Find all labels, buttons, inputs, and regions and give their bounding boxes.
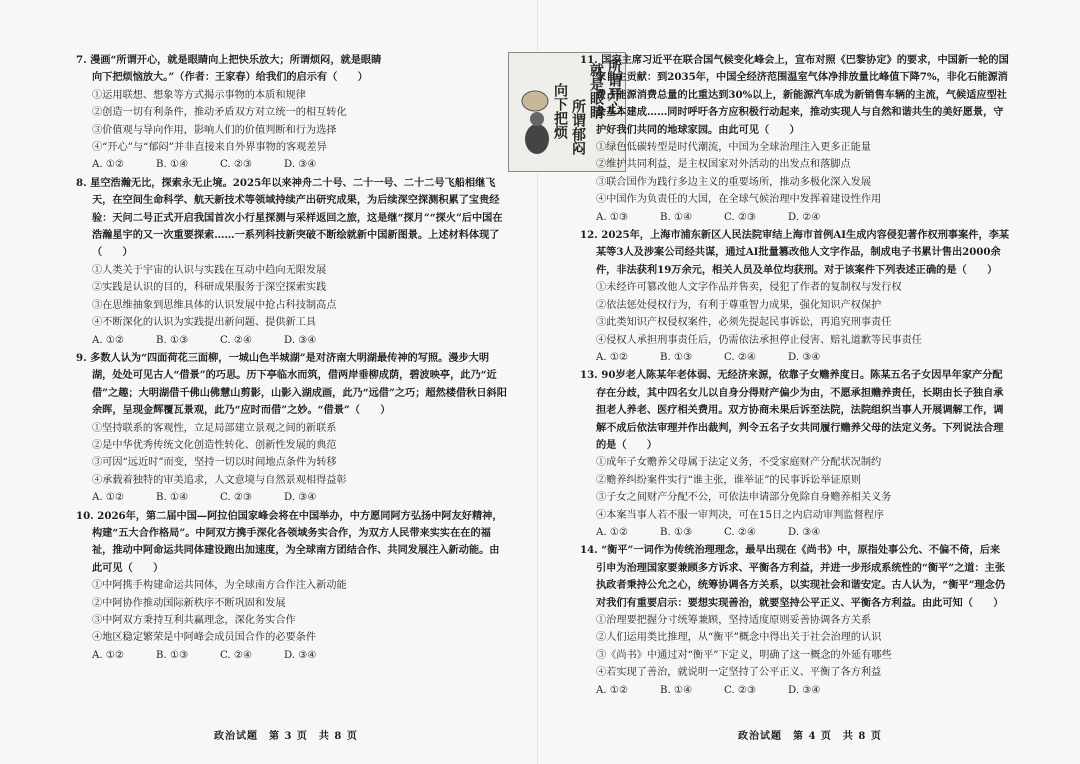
choice-d[interactable]: D. ③④ <box>284 492 317 504</box>
cartoon-caption: 所谓开心 <box>606 59 622 115</box>
option: ①成年子女赡养父母属于法定义务，不受家庭财产分配状况制约 <box>596 457 882 469</box>
answer-choices <box>580 349 1010 366</box>
choice-d[interactable]: D. ③④ <box>788 526 821 538</box>
answer-choices <box>76 156 390 173</box>
option: ④“开心”与“郁闷”并非直接来自外界事物的客观差异 <box>92 142 327 154</box>
question-11 <box>580 52 1010 226</box>
choice-b[interactable]: B. ①④ <box>660 684 693 696</box>
cartoon-caption: 就是眼睛 <box>588 63 604 119</box>
choice-d[interactable]: D. ③④ <box>284 334 317 346</box>
option: ③中阿双方秉持互利共赢理念，深化务实合作 <box>92 615 296 626</box>
option: ④侵权人承担刑事责任后，仍需依法承担停止侵害、赔礼道歉等民事责任 <box>596 334 922 346</box>
choice-b[interactable]: B. ①④ <box>660 211 693 223</box>
option: ①人类关于宇宙的认识与实践在互动中趋向无限发展 <box>92 264 327 276</box>
option: ②依法惩处侵权行为，有利于尊重智力成果，强化知识产权保护 <box>596 299 882 311</box>
option: ③此类知识产权侵权案件，必须先提起民事诉讼，再追究刑事责任 <box>596 317 892 329</box>
choice-a[interactable]: A. ①② <box>596 684 629 696</box>
choice-b[interactable]: B. ①④ <box>156 492 189 504</box>
question-9 <box>76 350 508 507</box>
option: ④不断深化的认识为实践提出新问题、提供新工具 <box>92 317 317 329</box>
choice-b[interactable]: B. ①③ <box>156 649 189 661</box>
choice-d[interactable]: D. ③④ <box>788 351 821 363</box>
option: ①治理要把握分寸统筹兼顾，坚持适度原则妥善协调各方关系 <box>596 615 872 626</box>
question-stem: 11. 国家主席习近平在联合国气候变化峰会上，宣布对照《巴黎协定》的要求，中国新一轮的国家自主贡献：到2035年，中国全经济范围温室气体净排放量比峰值下降7%，非化石能源消费占能源消费总量的比重达到30%以上，新能源汽车成为新销售车辆的主流，气候适应型社会基本建成……同时呼吁各方应积极行动起来，推动实现人与自然和谐共生的美好愿景，守护好我们共同的地球家园。由此可见（ ） <box>580 54 1009 136</box>
choice-a[interactable]: A. ①② <box>92 649 125 661</box>
question-stem: 10. 2026年，第二届中国—阿拉伯国家峰会将在中国举办，中方愿同阿方弘扬中阿友好精神，构建“五大合作格局”。中阿双方携手深化各领域务实合作，为双方人民带来实实在在的福祉，推动中阿命运共同体建设跑出加速度，为全球南方团结合作、共同发展注入新动能。由此可见（ ） <box>76 509 503 574</box>
choice-d[interactable]: D. ②④ <box>788 211 821 223</box>
option: ①绿色低碳转型是时代潮流，中国为全球治理注入更多正能量 <box>596 142 872 154</box>
choice-b[interactable]: B. ①③ <box>660 351 693 363</box>
choice-d[interactable]: D. ③④ <box>284 159 317 171</box>
question-7 <box>76 52 622 174</box>
option: ①坚持联系的客观性，立足局部建立景观之间的新联系 <box>92 422 337 434</box>
choice-c[interactable]: C. ②④ <box>724 526 757 538</box>
option: ②赡养纠纷案件实行“谁主张，谁举证”的民事诉讼举证原则 <box>596 474 862 486</box>
question-stem: 7. 漫画“所谓开心，就是眼睛向上把快乐放大；所谓烦闷，就是眼睛向下把烦恼放大。”（作者：王家春）给我们的启示有（ ） <box>76 54 382 84</box>
option: ④本案当事人若不服一审判决，可在15日之内启动审判监督程序 <box>596 509 885 521</box>
answer-choices <box>580 209 1010 226</box>
right-page-footer: 政治试题 第 4 页 共 8 页 <box>738 731 882 742</box>
choice-d[interactable]: D. ③④ <box>788 684 821 696</box>
option: ③联合国作为践行多边主义的重要场所，推动多极化深入发展 <box>596 176 872 188</box>
answer-choices <box>76 489 508 506</box>
answer-choices <box>76 332 508 349</box>
choice-c[interactable]: C. ②④ <box>220 334 253 346</box>
question-stem: 12. 2025年，上海市浦东新区人民法院审结上海市首例AI生成内容侵犯著作权刑事案件，李某某等3人及涉案公司经共谋，通过AI批量篡改他人文字作品，制成电子书累计售出2000余件，非法获利19万余元，相关人员及单位均获刑。对于该案件下列表述正确的是（ ） <box>580 229 1010 276</box>
answer-choices <box>76 647 508 664</box>
right-page <box>580 52 1010 700</box>
option: ①运用联想、想象等方式揭示事物的本质和规律 <box>92 89 306 101</box>
option: ①中阿携手构建命运共同体，为全球南方合作注入新动能 <box>92 580 347 592</box>
option: ④地区稳定繁荣是中阿峰会成员国合作的必要条件 <box>92 632 317 644</box>
choice-b[interactable]: B. ①③ <box>660 526 693 538</box>
option: ④承载着独特的审美追求，人文意境与自然景观相得益彰 <box>92 474 347 486</box>
choice-d[interactable]: D. ③④ <box>284 649 317 661</box>
choice-c[interactable]: C. ②③ <box>220 492 253 504</box>
choice-c[interactable]: C. ②④ <box>724 351 757 363</box>
left-page-footer: 政治试题 第 3 页 共 8 页 <box>214 731 358 742</box>
option: ①未经许可篡改他人文字作品并售卖，侵犯了作者的复制权与发行权 <box>596 282 902 294</box>
cartoon-caption: 向下把烦 <box>552 83 568 139</box>
choice-c[interactable]: C. ②③ <box>724 684 757 696</box>
option: ③价值观与导向作用，影响人们的价值判断和行为选择 <box>92 124 337 136</box>
question-stem: 14. “衡平”一词作为传统治理理念，最早出现在《尚书》中，原指处事公允、不偏不倚，后来引申为治理国家要兼顾多方诉求、平衡各方利益，并进一步形成系统性的“衡平”之道：主张执政者秉持公允之心，统筹协调各方关系，以实现社会和谐安定。古人认为，“衡平”理念仍对我们有重要启示：要想实现善治，就要坚持公平正义、平衡各方利益。由此可知（ ） <box>580 544 1006 609</box>
cartoon-caption: 所谓郁闷 <box>570 99 586 155</box>
option: ②维护共同利益，是主权国家对外活动的出发点和落脚点 <box>596 159 851 171</box>
answer-choices <box>580 682 1010 699</box>
choice-a[interactable]: A. ①② <box>92 159 125 171</box>
question-13 <box>580 367 1010 541</box>
choice-a[interactable]: A. ①③ <box>596 211 629 223</box>
choice-b[interactable]: B. ①③ <box>156 334 189 346</box>
choice-c[interactable]: C. ②④ <box>220 649 253 661</box>
choice-a[interactable]: A. ①② <box>92 492 125 504</box>
option: ②创造一切有利条件，推动矛盾双方对立统一的相互转化 <box>92 107 347 119</box>
question-8 <box>76 175 508 349</box>
choice-a[interactable]: A. ①② <box>596 526 629 538</box>
option: ③可因“远近时”而变，坚持一切以时间地点条件为转移 <box>92 457 337 469</box>
choice-c[interactable]: C. ②③ <box>724 211 757 223</box>
option: ④若实现了善治，就说明一定坚持了公平正义、平衡了各方利益 <box>596 667 882 679</box>
option: ②是中华优秀传统文化创造性转化、创新性发展的典范 <box>92 439 337 451</box>
question-10 <box>76 508 508 665</box>
question-stem: 8. 星空浩瀚无比，探索永无止境。2025年以来神舟二十号、二十一号、二十二号飞船相继飞天，在空间生命科学、航天新技术等领域持续产出研究成果，为后续深空探测积累了宝贵经验：天问二号正式开启我国首次小行星探测与采样返回之旅，这是继“探月”“探火”后中国在浩瀚星宇的又一次重要探索……一系列科技新突破不断绘就新中国新图景。上述材料体现了（ ） <box>76 176 503 259</box>
cartoon-figure-icon <box>515 87 565 157</box>
choice-b[interactable]: B. ①④ <box>156 159 189 171</box>
option: ②中阿协作推动国际新秩序不断巩固和发展 <box>92 597 286 609</box>
question-stem: 9. 多数人认为“四面荷花三面柳，一城山色半城湖”是对济南大明湖最传神的写照。漫步大明湖，处处可见古人“借景”的巧思。历下亭临水而筑，借两岸垂柳成荫，碧波映亭，此乃“近借”之趣；大明湖借千佛山佛慧山剪影，山影入湖成画，此乃“远借”之巧；超然楼借秋日斜阳余晖，呈现金辉覆瓦景观，此乃“应时而借”之妙。“借景”（ ） <box>76 351 507 417</box>
answer-choices <box>580 524 1010 541</box>
option: ③子女之间财产分配不公，可依法申请部分免除自身赡养相关义务 <box>596 492 892 504</box>
option: ②实践是认识的目的，科研成果服务于深空探索实践 <box>92 282 327 294</box>
choice-a[interactable]: A. ①② <box>596 351 629 363</box>
question-12 <box>580 227 1010 366</box>
option: ③《尚书》中通过对“衡平”下定义，明确了这一概念的外延有哪些 <box>596 649 892 661</box>
question-stem: 13. 90岁老人陈某年老体弱、无经济来源，依靠子女赡养度日。陈某五名子女因早年家产分配存在分歧，其中四名女儿以自身分得财产偏少为由，不愿承担赡养责任，长期由长子独自承担老人养老、医疗相关费用。双方协商未果后诉至法院，法院组织当事人开展调解工作，调解不成后依法审理并作出裁判，判令五名子女共同履行赡养父母的法定义务。下列说法合理的是（ ） <box>580 369 1004 451</box>
choice-c[interactable]: C. ②③ <box>220 159 253 171</box>
choice-a[interactable]: A. ①② <box>92 334 125 346</box>
option: ②人们运用类比推理，从“衡平”概念中得出关于社会治理的认识 <box>596 632 882 644</box>
option: ③在思维抽象到思维具体的认识发展中抢占科技制高点 <box>92 299 337 311</box>
option: ④中国作为负责任的大国，在全球气候治理中发挥着建设性作用 <box>596 194 882 206</box>
question-14 <box>580 542 1010 699</box>
